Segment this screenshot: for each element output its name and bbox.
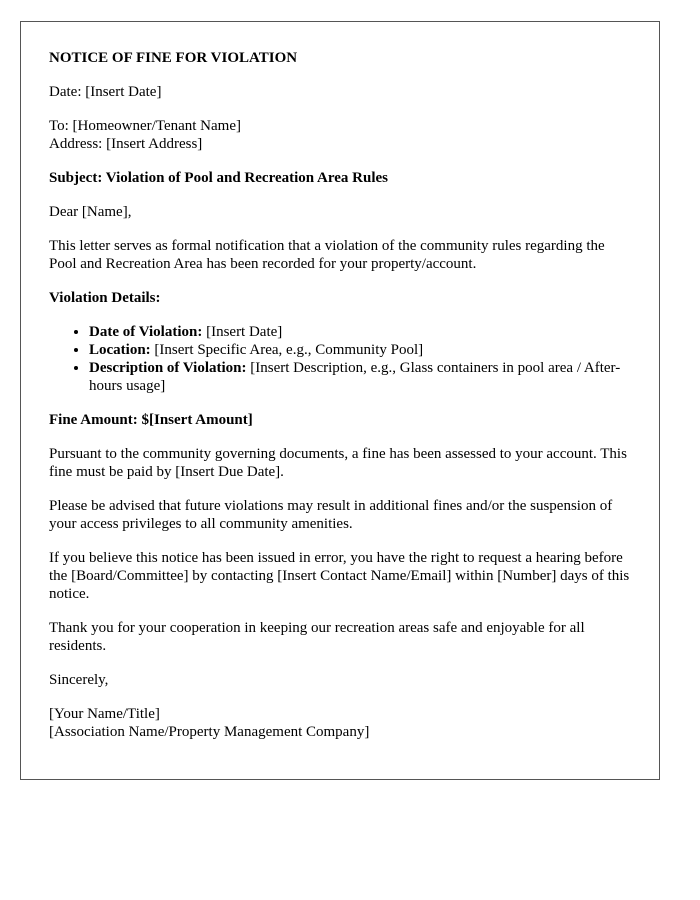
hearing-paragraph: If you believe this notice has been issued in error, you have the right to request a hearing before the [Board/Committee] by contacting [Insert Contact Name/Email] within [Number] days of this notice. (49, 550, 630, 602)
fine-amount: Fine Amount: $[Insert Amount] (49, 412, 253, 428)
signature-name: [Your Name/Title] (49, 706, 160, 722)
detail-label: Location: (89, 342, 151, 358)
recipient-block (49, 117, 631, 153)
recipient-address: Address: [Insert Address] (49, 136, 203, 152)
violation-details-list (49, 323, 631, 395)
list-item (89, 323, 631, 341)
list-item (89, 341, 631, 359)
violation-details-heading: Violation Details: (49, 290, 161, 306)
payment-paragraph: Pursuant to the community governing documents, a fine has been assessed to your account. This fine must be paid by [Insert Due Date]. (49, 446, 627, 480)
thank-you-paragraph: Thank you for your cooperation in keeping our recreation areas safe and enjoyable for all residents. (49, 620, 585, 654)
salutation: Dear [Name], (49, 204, 132, 220)
detail-label: Date of Violation: (89, 324, 203, 340)
intro-paragraph: This letter serves as formal notification that a violation of the community rules regarding the Pool and Recreation Area has been recorded for your property/account. (49, 238, 605, 272)
letter-title: NOTICE OF FINE FOR VIOLATION (49, 50, 298, 66)
signature-organization: [Association Name/Property Management Company] (49, 724, 370, 740)
recipient-name: To: [Homeowner/Tenant Name] (49, 118, 241, 134)
list-item (89, 359, 631, 395)
detail-value: [Insert Description, e.g., Glass containers in pool area / After-hours usage] (89, 360, 621, 394)
detail-value: [Insert Specific Area, e.g., Community Pool] (150, 342, 424, 358)
detail-label: Description of Violation: (89, 360, 247, 376)
letter-subject: Subject: Violation of Pool and Recreation Area Rules (49, 170, 389, 186)
closing: Sincerely, (49, 672, 109, 688)
signature-block (49, 705, 631, 741)
detail-value: [Insert Date] (202, 324, 283, 340)
letter-date: Date: [Insert Date] (49, 84, 162, 100)
letter-container (20, 21, 660, 780)
warning-paragraph: Please be advised that future violations may result in additional fines and/or the suspension of your access privileges to all community amenities. (49, 498, 613, 532)
